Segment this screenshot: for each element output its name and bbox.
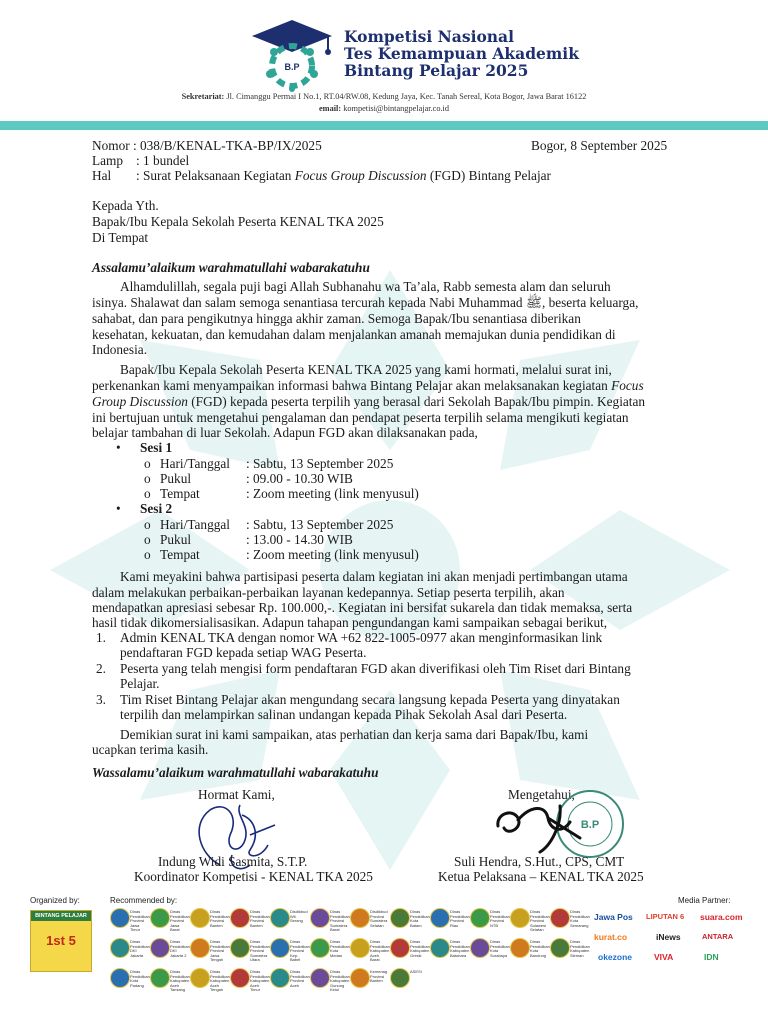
step-line: Peserta yang telah mengisi form pendaftaran FGD akan diverifikasi oleh Tim Riset dari Bintang xyxy=(120,661,631,676)
session-value: : Sabtu, 13 September 2025 xyxy=(246,517,394,532)
organizer-promo: 1st 5 xyxy=(46,933,76,948)
attachment-label: Lamp xyxy=(92,153,124,168)
endorser-logo-icon xyxy=(190,938,210,958)
endorser-logo-icon xyxy=(310,938,330,958)
endorser-label: Dinas Pendidikan Provinsi Banten xyxy=(250,909,270,928)
session-key: Hari/Tanggal xyxy=(160,456,230,471)
para1-line: kesehatan, kekuatan, dan kemudahan dalam menjalankan amanah memajukan dunia pendidikan di xyxy=(92,327,616,342)
secretariat-address: Sekretariat: Jl. Cimanggu Permai I No.1, RT.04/RW.08, Kedung Jaya, Kec. Tanah Sereal, Kota Bogor, Jawa Barat 16122 xyxy=(181,92,587,101)
media-antara: ANTARA xyxy=(702,932,734,941)
bullet-icon: • xyxy=(116,440,121,455)
step-line: terpilih dan melampirkan salinan undangan kepada Pihak Sekolah Asal dari Peserta. xyxy=(120,707,568,722)
endorser-label: Dinas Pendidikan Provinsi Aceh xyxy=(290,969,310,988)
endorser-logo-icon xyxy=(190,968,210,988)
endorser-label: ASESI xyxy=(410,969,422,974)
endorser-logo-icon xyxy=(110,938,130,958)
right-greeting: Mengetahui, xyxy=(508,787,575,802)
step-number: 3. xyxy=(96,692,106,707)
endorser-logo-icon xyxy=(350,968,370,988)
right-signatory-name: Suli Hendra, S.Hut., CPS, CMT xyxy=(454,854,625,869)
session-value: : 09.00 - 10.30 WIB xyxy=(246,471,353,486)
endorser-logo-icon xyxy=(350,908,370,928)
endorser-logo-icon xyxy=(230,908,250,928)
endorser-logo-icon xyxy=(150,908,170,928)
attachment-value: : 1 bundel xyxy=(136,153,190,168)
circle-bullet-icon: o xyxy=(144,486,151,501)
circle-bullet-icon: o xyxy=(144,517,151,532)
endorser-label: Dinas Pendidikan Kabupaten Gresik xyxy=(410,939,430,958)
letter-date: Bogor, 8 September 2025 xyxy=(531,138,668,153)
session-value: : Zoom meeting (link menyusul) xyxy=(246,486,419,501)
left-greeting: Hormat Kami, xyxy=(198,787,275,802)
endorser-label: Dinas Pendidikan Kabupaten Aceh Tengah xyxy=(210,969,230,992)
endorser-label: Dinas Pendidikan Kota Surabaya xyxy=(490,939,510,958)
para2-line: ini bertujuan untuk mengetahui pengalaman dan pendapat peserta terpilih selama mengikuti kegiatan xyxy=(92,410,629,425)
step-number: 2. xyxy=(96,661,106,676)
media-suara: suara.com xyxy=(700,912,743,922)
salutation: Assalamu’alaikum warahmatullahi wabarakatuhu xyxy=(92,260,370,275)
right-signatory-title: Ketua Pelaksana – KENAL TKA 2025 xyxy=(438,869,644,884)
endorser-label: Dinas Pendidikan Kota Medan xyxy=(330,939,350,958)
step-line: Pelajar. xyxy=(120,676,160,691)
circle-bullet-icon: o xyxy=(144,456,151,471)
endorser-logo-icon xyxy=(390,938,410,958)
session-title: Sesi 2 xyxy=(140,501,173,516)
step-line: Admin KENAL TKA dengan nomor WA +62 822-1005-0977 akan menginformasikan link xyxy=(120,630,603,645)
left-signatory-name: Indung Widi Sasmita, S.T.P. xyxy=(158,854,308,869)
endorser-logo-icon xyxy=(270,968,290,988)
para3-line: hasil tidak dikomersialisasikan. Adapun tahapan pengundangan kami sampaikan sebagai berikut, xyxy=(92,615,608,630)
endorser-logo-icon xyxy=(350,938,370,958)
step-line: Tim Riset Bintang Pelajar akan mengundang secara langsung kepada Peserta yang dinyatakan xyxy=(120,692,620,707)
para1-line: Alhamdulillah, segala puji bagi Allah Subhanahu wa Ta’ala, Rabb semesta alam dan seluruh xyxy=(120,279,611,294)
endorser-label: Dinas Pendidikan Provinsi Jawa Tengah xyxy=(210,939,230,962)
endorser-logo-icon xyxy=(430,908,450,928)
para1-line: isinya. Shalawat dan salam semoga senantiasa tercurah kepada Nabi Muhammad ﷺ, beserta keluarga, xyxy=(92,295,639,310)
endorser-logo-icon xyxy=(110,968,130,988)
endorser-label: Dinas Pendidikan Provinsi Jawa Timur xyxy=(130,909,150,932)
subject-label: Hal xyxy=(92,168,112,183)
circle-bullet-icon: o xyxy=(144,471,151,486)
circle-bullet-icon: o xyxy=(144,547,151,562)
endorser-logo-icon xyxy=(390,908,410,928)
para3-line: dalam melakukan perbaikan-perbaikan layanan kedepannya. Setiap peserta terpilih, akan xyxy=(92,585,565,600)
endorser-label: Dinas Pendidikan Kabupaten Batubara xyxy=(450,939,470,958)
bintang-pelajar-logo xyxy=(244,14,336,92)
para2-line: Bapak/Ibu Kepala Sekolah Peserta KENAL TKA 2025 yang kami hormati, melalui surat ini, xyxy=(120,362,612,377)
circle-bullet-icon: o xyxy=(144,532,151,547)
para2-line: belajar tambahan di luar Sekolah. Adapun FGD akan dilaksanakan pada, xyxy=(92,425,478,440)
media-okezone: okezone xyxy=(598,952,633,962)
endorser-label: Dinas Pendidikan Provinsi Sumatera Barat xyxy=(330,909,350,932)
endorser-label: Dinas Pendidikan Provinsi Jawa Barat xyxy=(170,909,190,932)
endorser-logo-icon xyxy=(550,908,570,928)
recipient-line2: Bapak/Ibu Kepala Sekolah Peserta KENAL TKA 2025 xyxy=(92,214,384,229)
endorser-logo-icon xyxy=(150,938,170,958)
endorser-label: Dinas Pendidikan Provinsi Kep. Babel xyxy=(290,939,310,962)
organized-by-label: Organized by: xyxy=(30,896,80,905)
endorser-logo-icon xyxy=(470,908,490,928)
left-signatory-title: Koordinator Kompetisi - KENAL TKA 2025 xyxy=(134,869,373,884)
media-jawapos: Jawa Pos xyxy=(594,912,633,922)
endorser-logo-icon xyxy=(270,938,290,958)
media-inews: iNews xyxy=(656,932,681,942)
media-kurat: kurat.co xyxy=(594,932,628,942)
endorser-logo-icon xyxy=(550,938,570,958)
media-viva: VIVA xyxy=(654,952,674,962)
session-key: Tempat xyxy=(160,486,200,501)
email-line: email: kompetisi@bintangpelajar.co.id xyxy=(319,104,449,113)
endorser-logo-icon xyxy=(310,908,330,928)
closing-salutation: Wassalamu’alaikum warahmatullahi wabarakatuhu xyxy=(92,765,379,780)
endorser-label: Dinas Pendidikan Provinsi Banten xyxy=(210,909,230,928)
endorser-logo-icon xyxy=(390,968,410,988)
para3-line: Kami meyakini bahwa partisipasi peserta dalam kegiatan ini akan menjadi pertimbangan utama xyxy=(120,569,628,584)
letter-number: Nomor : 038/B/KENAL-TKA-BP/IX/2025 xyxy=(92,138,322,153)
session-value: : Zoom meeting (link menyusul) xyxy=(246,547,419,562)
media-liputan6: LIPUTAN 6 xyxy=(646,912,685,921)
endorser-label: Dinas Pendidikan Kabupaten Aceh Timur xyxy=(250,969,270,992)
endorser-logo-icon xyxy=(110,908,130,928)
para4-line: ucapkan terima kasih. xyxy=(92,742,209,757)
step-number: 1. xyxy=(96,630,106,645)
endorser-label: Dinas Pendidikan Kota Semarang xyxy=(570,909,590,928)
para1-line: Indonesia. xyxy=(92,342,148,357)
session-title: Sesi 1 xyxy=(140,440,173,455)
endorser-label: Dinas Pendidikan Kabupaten Sleman xyxy=(570,939,590,958)
bullet-icon: • xyxy=(116,501,121,516)
para3-line: mendapatkan apresiasi sebesar Rp. 100.000,-. Kegiatan ini bersifat sukarela dan tidak memaksa, serta xyxy=(92,600,633,615)
endorser-logo-icon xyxy=(510,908,530,928)
para1-line: sahabat, dan para pengikutnya hingga akhir zaman. Semoga Bapak/Ibu senantiasa diberikan xyxy=(92,311,581,326)
endorser-logo-icon xyxy=(190,908,210,928)
endorser-label: Dinas Pendidikan Provinsi Riau xyxy=(450,909,470,928)
endorser-label: Dinas Pendidikan Provinsi NTB xyxy=(490,909,510,928)
recipient-line3: Di Tempat xyxy=(92,230,149,245)
subject-value: : Surat Pelaksanaan Kegiatan Focus Group Discussion (FGD) Bintang Pelajar xyxy=(136,168,551,183)
step-line: pendaftaran FGD kepada setiap WAG Peserta. xyxy=(120,645,367,660)
svg-text:B.P: B.P xyxy=(580,819,600,831)
session-key: Hari/Tanggal xyxy=(160,517,230,532)
para4-line: Demikian surat ini kami sampaikan, atas perhatian dan kerja sama dari Bapak/Ibu, kami xyxy=(120,727,589,742)
session-key: Tempat xyxy=(160,547,200,562)
org-name-line3: Bintang Pelajar 2025 xyxy=(344,61,529,80)
endorser-label: Dinas Pendidikan Kota Padang xyxy=(130,969,150,988)
organizer-name: BINTANG PELAJAR xyxy=(31,911,91,921)
media-idn: IDN xyxy=(704,952,719,962)
endorser-label: Dinas Pendidikan Kabupaten Aceh Tamiang xyxy=(170,969,190,992)
endorser-label: Dinas Pendidikan Kota Batam xyxy=(410,909,430,928)
endorser-label: Disdikbud Provinsi Sumatera Selatan xyxy=(370,909,388,928)
org-name-line1: Kompetisi Nasional xyxy=(344,27,514,46)
endorser-logo-icon xyxy=(230,968,250,988)
endorser-label: Dinas Pendidikan Provinsi Sumatera Utara xyxy=(250,939,270,962)
session-value: : Sabtu, 13 September 2025 xyxy=(246,456,394,471)
recipient-line1: Kepada Yth. xyxy=(92,198,159,213)
endorser-logo-icon xyxy=(270,908,290,928)
para2-line: Group Discussion (FGD) kepada peserta terpilih yang berasal dari Sekolah Bapak/Ibu pimpin. Kegiatan xyxy=(92,394,646,409)
svg-text:B.P: B.P xyxy=(284,62,300,72)
session-key: Pukul xyxy=(160,471,192,486)
endorser-logo-icon xyxy=(150,968,170,988)
endorser-label: Dinas Pendidikan DKI Jakarta xyxy=(130,939,150,958)
endorser-label: Disdikbud Wil. Serang xyxy=(290,909,308,923)
endorser-label: Dinas Pendidikan Kota Bandung xyxy=(530,939,550,958)
para2-line: perkenankan kami menyampaikan informasi bahwa Bintang Pelajar akan melaksanakan kegiatan Focus xyxy=(92,378,644,393)
endorser-logo-icon xyxy=(510,938,530,958)
endorser-label: Dinas Pendidikan Kabupaten Gunung Kidul xyxy=(330,969,350,992)
session-key: Pukul xyxy=(160,532,192,547)
endorser-label: Dinas Pendidikan DKI Jakarta 2 xyxy=(170,939,190,958)
endorser-logo-icon xyxy=(230,938,250,958)
session-value: : 13.00 - 14.30 WIB xyxy=(246,532,353,547)
recommended-by-label: Recommended by: xyxy=(110,896,178,905)
endorser-logo-icon xyxy=(470,938,490,958)
endorser-logo-icon xyxy=(310,968,330,988)
org-name-line2: Tes Kemampuan Akademik xyxy=(344,44,579,63)
media-partner-label: Media Partner: xyxy=(678,896,731,905)
endorser-logo-icon xyxy=(430,938,450,958)
endorser-label: Dinas Pendidikan Provinsi Sulawesi Selatan xyxy=(530,909,550,932)
organizer-banner xyxy=(30,910,92,972)
letterhead-bar xyxy=(0,121,768,130)
endorser-label: Dinas Pendidikan Kabupaten Aceh Barat xyxy=(370,939,390,962)
endorser-label: Kemenag Provinsi Banten xyxy=(370,969,388,983)
